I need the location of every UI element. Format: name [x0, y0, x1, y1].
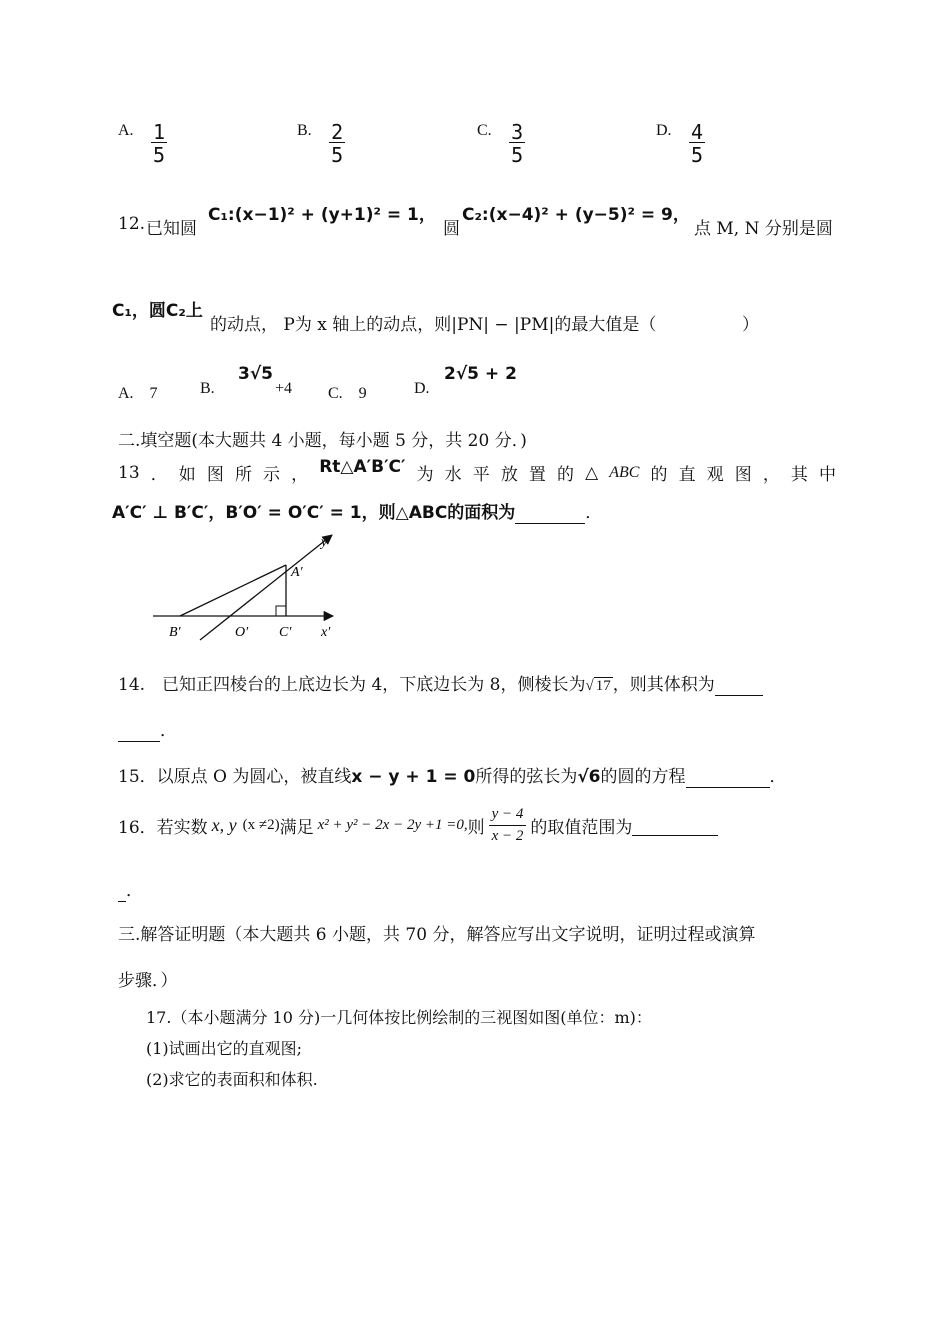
q13-line1 [118, 456, 836, 485]
q11-option-b [297, 122, 345, 165]
section3-line2: 步骤．） [118, 971, 178, 991]
q13-answer-blank [515, 503, 585, 524]
q13-token: ， [291, 465, 309, 485]
q16-text: 16．若实数 [118, 817, 208, 838]
segment-b-a [180, 565, 286, 616]
q13-token: 水 [444, 465, 462, 485]
q16-end: ． [126, 881, 143, 901]
q16-fraction-num: y − 4 [491, 806, 524, 822]
q12-circle-c1: C₁:(x−1)² + (y+1)² = 1， [208, 205, 436, 225]
q16-fraction-den: x − 2 [489, 825, 527, 845]
q11-option-c-fraction [509, 122, 525, 165]
q12-number: 12. [118, 214, 146, 234]
q13-token: 中 [818, 465, 836, 485]
q15-text: 15．以原点 O 为圆心，被直线 [118, 767, 352, 787]
q14-text: 14. 已知正四棱台的上底边长为 4，下底边长为 8，侧棱长为 [118, 675, 586, 695]
q13-token: 其 [790, 465, 808, 485]
q12-line2-math: C₁，圆C₂上 [112, 301, 203, 321]
q11-option-b-fraction [329, 122, 345, 165]
q12-line2 [112, 296, 842, 335]
q16-tail: 的取值范围为 [530, 817, 633, 838]
q12-mid: 圆 [443, 219, 460, 239]
q15-tail: 的圆的方程 [600, 767, 686, 787]
q13-token: 置 [528, 465, 546, 485]
q11-option-a-den: 5 [152, 143, 166, 167]
q13-token: 的 [650, 465, 668, 485]
section3-line1: 三.解答证明题（本大题共 6 小题，共 70 分，解答应写出文字说明，证明过程或演算 [118, 925, 756, 945]
q17-part2: (2)求它的表面积和体积. [146, 1070, 318, 1089]
q15-line [118, 762, 787, 788]
q13-token: 为 [416, 465, 434, 485]
q17-part1: (1)试画出它的直观图; [146, 1039, 303, 1058]
label-a: A′ [291, 565, 303, 580]
q12-suffix: 点 M, N 分别是圆 [694, 219, 833, 239]
q12-prefix: 已知圆 [146, 219, 197, 239]
q15-answer-blank [686, 767, 770, 788]
q11-option-d-fraction [689, 122, 705, 165]
q11-option-d-den: 5 [690, 143, 704, 167]
q11-option-a-num: 1 [152, 120, 166, 144]
q13-figure [145, 530, 355, 645]
q12-line1 [118, 200, 838, 239]
q12-option-b-tail: +4 [275, 380, 293, 397]
q16-line1 [118, 806, 838, 844]
q11-option-c-letter: C. [477, 122, 492, 139]
q12-options [118, 364, 618, 402]
q13-token: △ [585, 462, 599, 483]
q16-answer-blank-2 [118, 881, 126, 902]
q16-answer-blank-1 [632, 815, 718, 836]
q13-line2 [112, 498, 602, 524]
q14-sqrt: √ 17 [585, 678, 611, 694]
q13-token: 13 [118, 462, 140, 483]
q13-token: 放 [500, 465, 518, 485]
q12-line2-text: 的动点， P为 x 轴上的动点，则|PN| − |PM|的最大值是（ [210, 315, 657, 335]
q13-token: 平 [472, 465, 490, 485]
q12-line2-end: ） [742, 315, 759, 335]
q11-option-a [118, 122, 167, 165]
q13-token: 所 [234, 465, 252, 485]
q13-token: ， [762, 465, 780, 485]
q12-option-c: C. 9 [328, 385, 367, 402]
q13-token: 示 [263, 465, 281, 485]
q11-option-d-num: 4 [690, 120, 704, 144]
q14-answer-blank-1 [715, 675, 763, 696]
q16-equation: x² + y² − 2x − 2y +1 =0, [317, 816, 468, 833]
q12-circle-c2: C₂:(x−4)² + (y−5)² = 9， [462, 205, 690, 225]
q12-option-b-math: 3√5 [238, 364, 273, 384]
q14-radicand: 17 [595, 678, 611, 694]
q15-end: ． [769, 767, 787, 787]
q14-tail: ，则其体积为 [612, 675, 715, 695]
q11-option-b-den: 5 [331, 143, 344, 167]
q14-line1 [118, 670, 838, 696]
q14-answer-blank-2 [118, 721, 160, 742]
q15-line-equation: x − y + 1 = 0 [351, 767, 476, 787]
y-axis [200, 535, 332, 640]
label-c: C′ [279, 625, 292, 640]
q11-option-d-letter: D. [656, 122, 672, 139]
label-b: B′ [169, 625, 181, 640]
q17-title: 17.（本小题满分 10 分)一几何体按比例绘制的三视图如图(单位：m)： [146, 1008, 652, 1027]
q15-mid: 所得的弦长为 [475, 767, 578, 787]
q13-line2-math: A′C′ ⊥ B′C′，B′O′ = O′C′ = 1，则△ABC的面积为 [112, 503, 516, 523]
q15-chord: √6 [577, 767, 601, 787]
q11-option-d [656, 122, 705, 165]
q16-vars: x, y [211, 814, 237, 835]
q13-line2-end: ． [585, 503, 603, 523]
q11-option-b-num: 2 [331, 120, 344, 144]
label-y: y′ [321, 535, 331, 550]
q16-line2 [118, 876, 143, 902]
q13-token: 如 [178, 465, 196, 485]
q16-fraction [489, 806, 527, 844]
q12-option-d: D. [414, 380, 430, 397]
q14-end: ． [160, 721, 177, 741]
section2-heading: 二.填空题(本大题共 4 小题，每小题 5 分，共 20 分．) [118, 431, 527, 451]
q13-token: 观 [706, 465, 724, 485]
right-angle-mark [276, 606, 286, 616]
q16-cond: (x ≠2) [242, 816, 280, 833]
q13-token: 的 [556, 465, 574, 485]
q13-token: 直 [678, 465, 696, 485]
q11-option-b-letter: B. [297, 122, 312, 139]
q13-triangle-label: Rt△A′B′C′ [319, 456, 406, 477]
q13-token: 图 [734, 465, 752, 485]
q11-option-a-letter: A. [118, 122, 134, 139]
q16-then: 则 [467, 817, 485, 838]
q12-option-b: B. [200, 380, 215, 397]
label-x: x′ [321, 625, 331, 640]
q11-option-c-num: 3 [511, 120, 524, 144]
q11-option-c [477, 122, 525, 165]
q12-option-d-math: 2√5 + 2 [444, 364, 517, 384]
q14-line2 [118, 716, 177, 742]
label-o: O′ [235, 625, 249, 640]
q13-token: ． [150, 465, 168, 485]
q13-token: ABC [609, 463, 640, 481]
q11-option-c-den: 5 [511, 143, 524, 167]
q16-mid: 满足 [279, 817, 314, 838]
q11-option-a-fraction [151, 122, 167, 165]
q13-token: 图 [206, 465, 224, 485]
q12-option-a: A. 7 [118, 385, 158, 402]
